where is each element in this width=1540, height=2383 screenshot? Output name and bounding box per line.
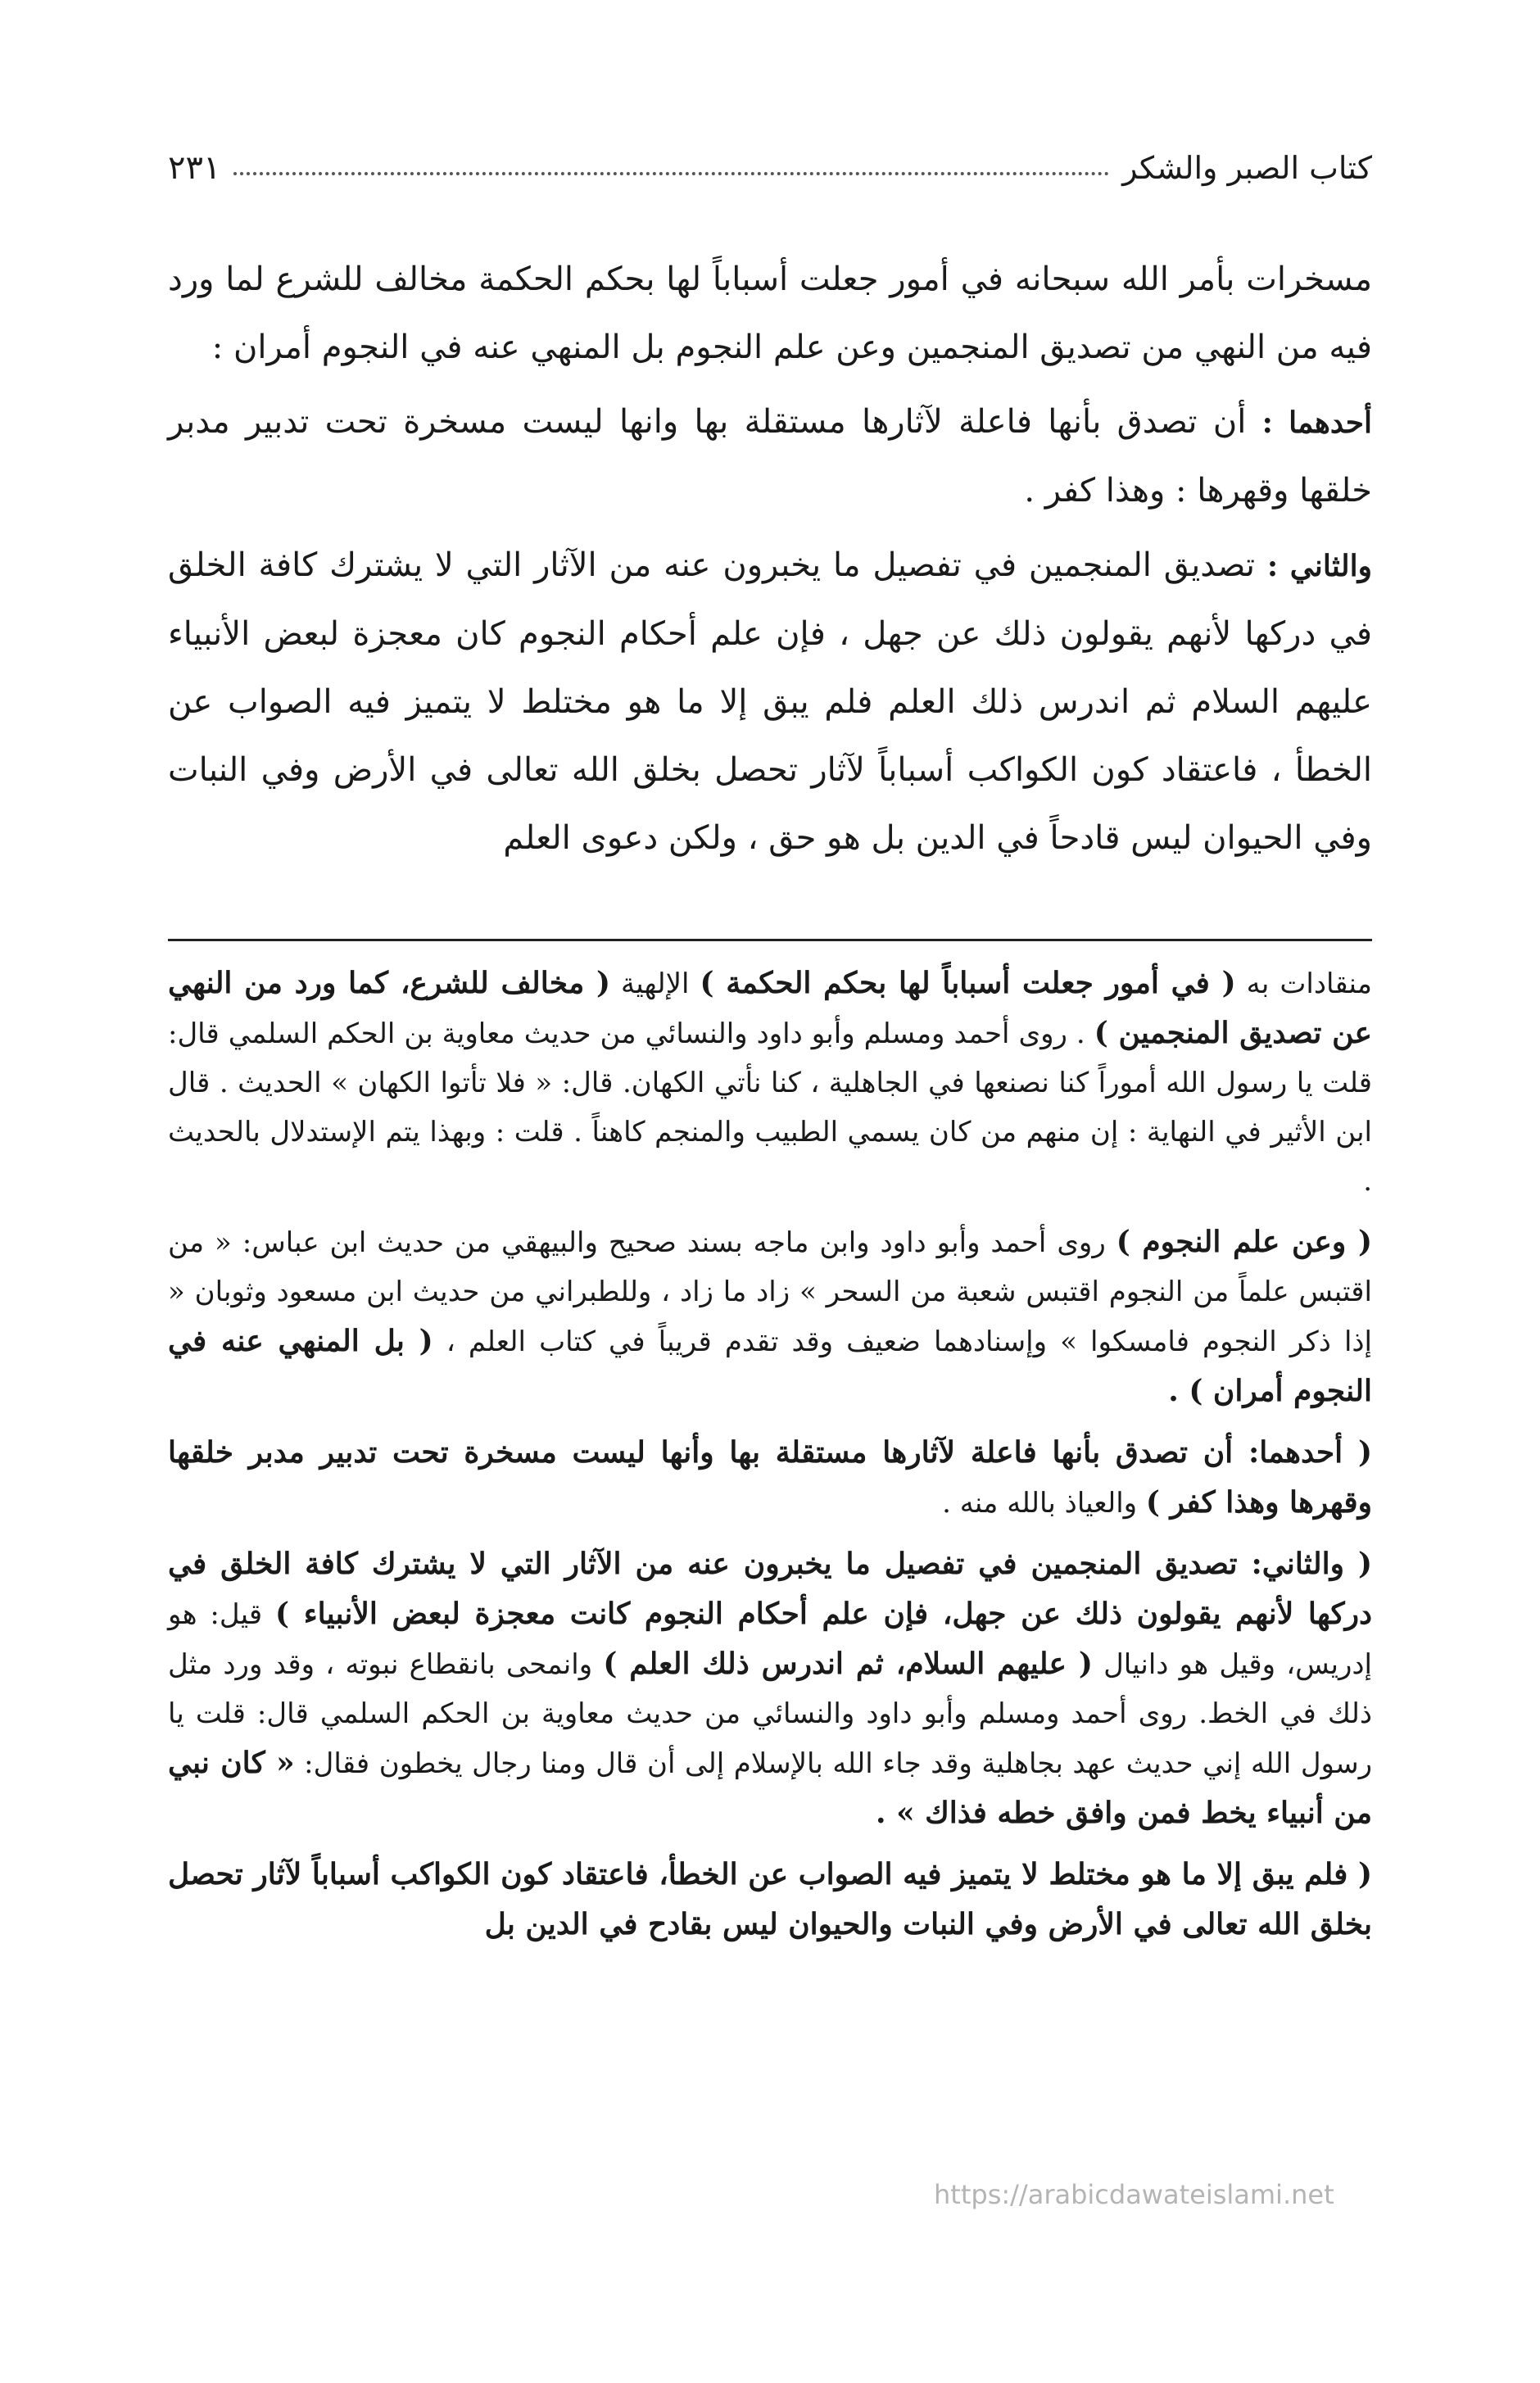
main-paragraph-3 xyxy=(168,532,1372,872)
note-4 xyxy=(168,1539,1372,1838)
page-header xyxy=(168,139,1372,197)
footnote-divider xyxy=(168,939,1372,941)
note-4-quote-b: ( عليهم السلام، ثم اندرس ذلك العلم ) xyxy=(603,1647,1093,1681)
main-paragraph-2-lead: أحدهما : xyxy=(1261,405,1372,440)
main-paragraph-1-text: مسخرات بأمر الله سبحانه في أمور جعلت أسباباً لها بحكم الحكمة مخالف للشرع لما ورد فيه من النهي من تصديق المنجمين وعن علم النجوم بل المنهي عنه في النجوم أمران : xyxy=(168,260,1372,366)
leader-dots xyxy=(233,172,1109,175)
note-4-quote-c: « كان نبي من أنبياء يخط فمن وافق خطه فذاك » . xyxy=(168,1746,1372,1830)
note-1-text-c: الإلهية xyxy=(610,967,700,1000)
note-3 xyxy=(168,1428,1372,1528)
main-paragraph-2-text: أن تصدق بأنها فاعلة لآثارها مستقلة بها وانها ليست مسخرة تحت تدبير مدبر خلقها وقهرها : وهذا كفر . xyxy=(168,403,1372,510)
note-2-text-b: روى أحمد وأبو داود وابن ماجه بسند صحيح والبيهقي من حديث ابن عباس: « من اقتبس علماً من النجوم اقتبس شعبة من السحر » زاد ما زاد ، وللطبراني من حديث ابن مسعود وثوبان « إذا ذكر النجوم فامسكوا » وإسنادهما ضعيف وقد تقدم قريباً في كتاب العلم ، xyxy=(168,1226,1372,1358)
note-4-text-b: قيل: هو إدريس، وقيل هو دانيال xyxy=(168,1598,1372,1681)
commentary-notes xyxy=(168,958,1372,1961)
main-paragraph-3-text: تصديق المنجمين في تفصيل ما يخبرون عنه من الآثار التي لا يشترك كافة الخلق في دركها لأنهم يقولون ذلك عن جهل ، فإن علم أحكام النجوم كان معجزة لبعض الأنبياء عليهم السلام ثم اندرس ذلك العلم فلم يبق إلا ما هو مختلط لا يتميز فيه الصواب عن الخطأ ، فاعتقاد كون الكواكب أسباباً لآثار تحصل بخلق الله تعالى في الأرض وفي النبات وفي الحيوان ليس قادحاً في الدين بل هو حق ، ولكن دعوى العلم xyxy=(168,546,1372,857)
note-4-quote-a: ( والثاني: تصديق المنجمين في تفصيل ما يخبرون عنه من الآثار التي لا يشترك كافة الخلق في دركها لأنهم يقولون ذلك عن جهل، فإن علم أحكام النجوم كانت معجزة لبعض الأنبياء ) xyxy=(168,1547,1372,1631)
note-5-quote: ( فلم يبق إلا ما هو مختلط لا يتميز فيه الصواب عن الخطأ، فاعتقاد كون الكواكب أسباباً لآثار تحصل بخلق الله تعالى في الأرض وفي النبات والحيوان ليس بقادح في الدين بل xyxy=(168,1857,1372,1941)
book-page xyxy=(168,123,1372,2269)
note-2-quote-b: ( بل المنهي عنه في النجوم أمران ) . xyxy=(168,1324,1372,1408)
note-1 xyxy=(168,958,1372,1206)
note-4-text-d: وانمحى بانقطاع نبوته ، وقد ورد مثل ذلك في الخط. روى أحمد ومسلم وأبو داود والنسائي من حديث معاوية بن الحكم السلمي قال: قلت يا رسول الله إني حديث عهد بجاهلية وقد جاء الله بالإسلام إلى أن قال ومنا رجال يخطون فقال: xyxy=(168,1648,1373,1780)
note-3-quote: ( أحدهما: أن تصدق بأنها فاعلة لآثارها مستقلة بها وأنها ليست مسخرة تحت تدبير مدبر خلقها وقهرها وهذا كفر ) xyxy=(168,1435,1372,1520)
running-title: كتاب الصبر والشكر xyxy=(1122,150,1372,186)
note-2 xyxy=(168,1217,1372,1416)
main-text xyxy=(168,246,1372,879)
main-paragraph-1 xyxy=(168,246,1372,382)
page-number: ٢٣١ xyxy=(168,149,221,187)
main-paragraph-3-lead: والثاني : xyxy=(1266,549,1373,583)
note-2-quote-a: ( وعن علم النجوم ) xyxy=(1116,1225,1372,1259)
note-1-text-a: منقادات به xyxy=(1235,967,1372,1000)
note-1-text-e: . روى أحمد ومسلم وأبو داود والنسائي من حديث معاوية بن الحكم السلمي قال: قلت يا رسول الله أموراً كنا نصنعها في الجاهلية ، كنا نأتي الكهان. قال: « فلا تأتوا الكهان » الحديث . قال ابن الأثير في النهاية : إن منهم من كان يسمي الطبيب والمنجم كاهناً . قلت : وبهذا يتم الإستدلال بالحديث . xyxy=(168,1017,1372,1198)
note-3-text: والعياذ بالله منه . xyxy=(942,1487,1146,1520)
note-5 xyxy=(168,1850,1372,1950)
note-1-quote-b: ( مخالف للشرع، كما ورد من النهي عن تصديق المنجمين ) xyxy=(168,966,1372,1050)
note-1-quote-a: ( في أمور جعلت أسباباً لها بحكم الحكمة ) xyxy=(700,966,1236,1000)
main-paragraph-2 xyxy=(168,388,1372,525)
site-watermark: https://arabicdawateislami.net xyxy=(934,2179,1334,2210)
